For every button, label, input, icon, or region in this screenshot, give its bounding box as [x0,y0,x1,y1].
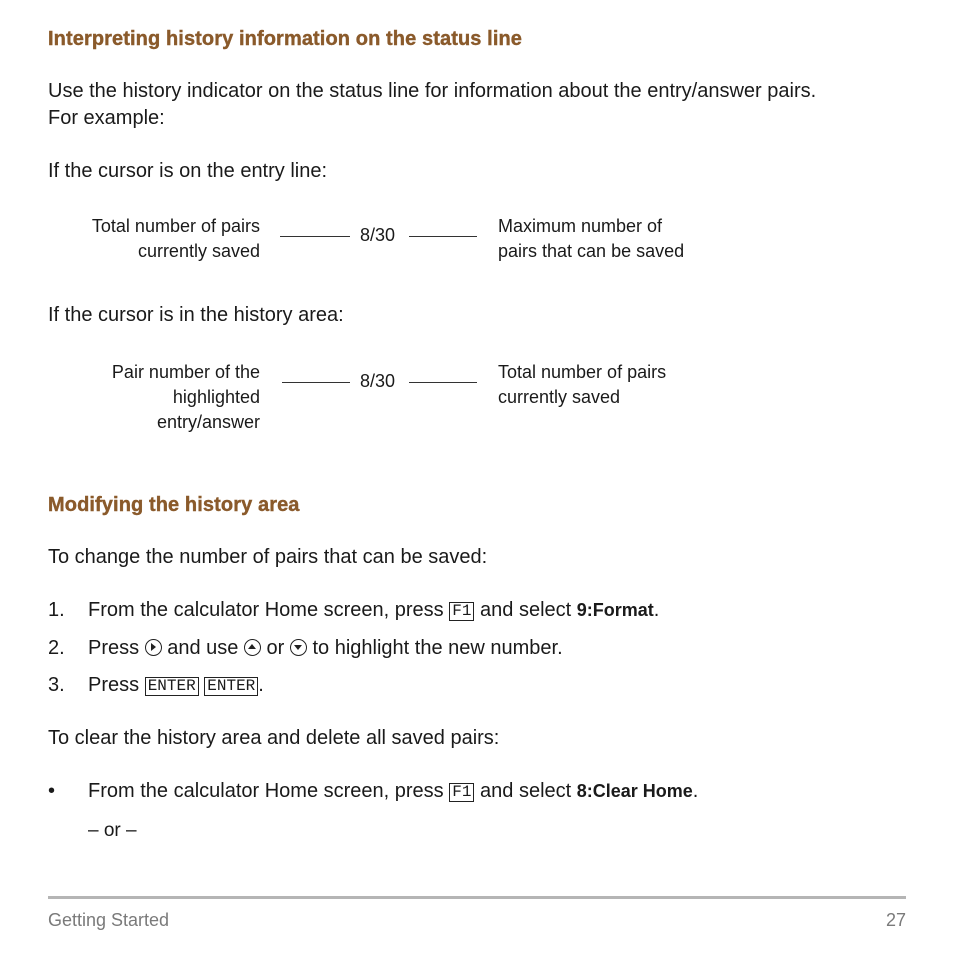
bullet-mark: • [48,780,56,802]
bullet-item [88,778,698,805]
diagram2-left-line2: highlighted [172,387,260,407]
step-2 [88,635,563,662]
bullet-text-b: and select [480,780,572,802]
diagram1-left-line2: currently saved [137,241,260,261]
step-2-text-c: or [266,637,285,659]
step-2-number: 2. [48,637,65,659]
diagram1-indicator: 8/30 [360,225,396,245]
diagram2-indicator: 8/30 [360,371,396,391]
case-history-area: If the cursor is in the history area: [48,304,344,326]
step-1-text-a: From the calculator Home screen, press [88,599,444,621]
diagram1-right-line2: pairs that can be saved [498,241,685,261]
enter-key: ENTER [145,677,199,696]
diagram2-right-line1: Total number of pairs [498,362,667,382]
diagram2-right-line2: currently saved [498,387,621,407]
footer-section-title: Getting Started [48,910,170,930]
diagram2-left-line3: entry/answer [156,412,260,432]
step-2-text-d: to highlight the new number. [312,637,563,659]
clear-home-menu-item: 8:Clear Home [576,781,693,801]
diagram1-right-label [498,214,684,264]
format-menu-item: 9:Format [576,600,654,620]
diagram1-left-line1: Total number of pairs [91,216,260,236]
diagram1-right-connector [409,236,477,237]
intro-line-1: Use the history indicator on the status line for information about the entry/answer pairs. [48,80,817,102]
diagram1-right-line1: Maximum number of [498,216,663,236]
diagram2-left-line1: Pair number of the [111,362,260,382]
step-1-end: . [653,599,660,621]
intro-line-2: For example: [48,107,165,129]
diagram2-right-label [498,360,666,410]
arrow-up-icon [244,639,261,656]
enter-key-2: ENTER [204,677,258,696]
step-3-number: 3. [48,674,65,696]
diagram1-left-label [40,214,260,264]
bullet-end: . [692,780,699,802]
arrow-down-icon [290,639,307,656]
step-3 [88,672,264,699]
diagram2-left-connector [282,382,350,383]
page-number: 27 [885,910,906,930]
clear-history-intro: To clear the history area and delete all saved pairs: [48,727,500,749]
section-heading-modifying: Modifying the history area [48,494,300,516]
step-2-text-a: Press [88,637,140,659]
step-1-text-b: and select [480,599,572,621]
arrow-right-icon [145,639,162,656]
case-entry-line: If the cursor is on the entry line: [48,160,328,182]
change-pairs-intro: To change the number of pairs that can be saved: [48,546,488,568]
step-3-end: . [258,674,264,696]
diagram1-left-connector [280,236,350,237]
f1-key: F1 [449,602,474,621]
step-1-number: 1. [48,599,65,621]
step-1 [88,597,659,624]
footer-rule [48,896,906,899]
intro-paragraph [48,78,816,132]
f1-key-2: F1 [449,783,474,802]
section-heading-status-line: Interpreting history information on the status line [48,28,523,50]
or-separator: – or – [88,820,137,841]
step-2-text-b: and use [167,637,239,659]
diagram2-left-label [40,360,260,435]
bullet-text-a: From the calculator Home screen, press [88,780,444,802]
step-3-text-a: Press [88,674,140,696]
diagram2-right-connector [409,382,477,383]
